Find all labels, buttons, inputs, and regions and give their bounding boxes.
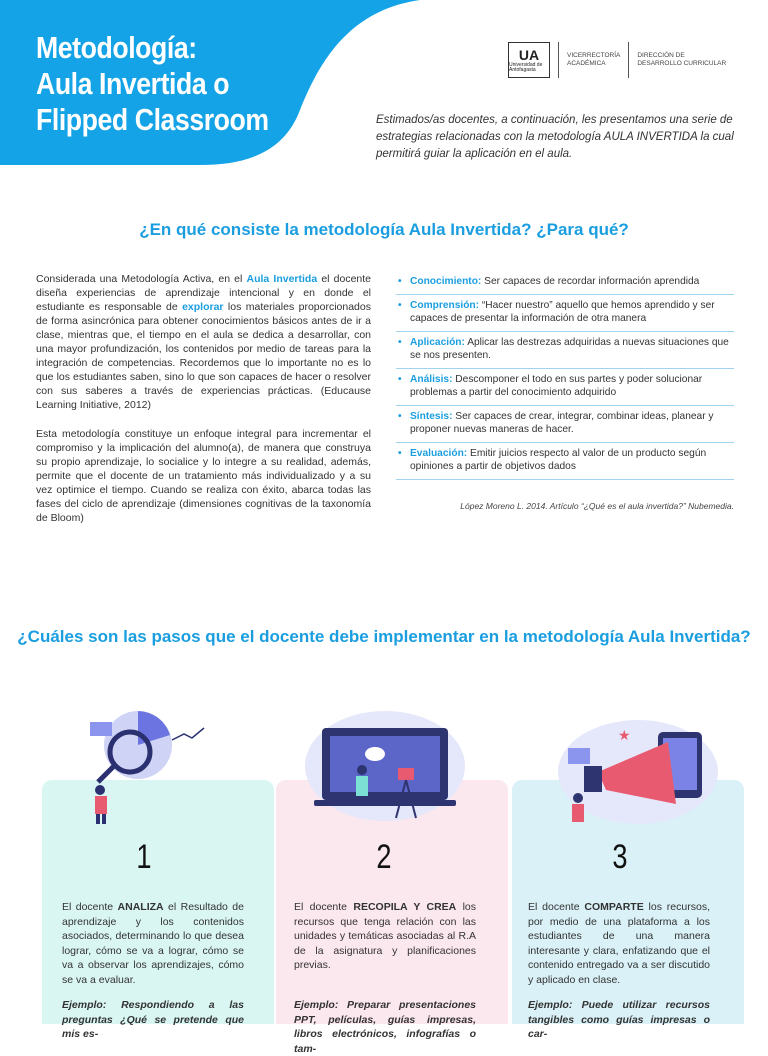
bloom-levels-list [396,271,734,480]
level-text: Ser capaces de recordar información aprendida [481,276,700,287]
step-3-description [528,900,710,987]
highlight-aula-invertida: Aula Invertida [246,273,318,285]
list-item [396,406,734,443]
ua-logo [508,42,550,78]
direccion-line-1: DIRECCIÓN DE [637,52,685,59]
ua-logo-mark: UA [518,47,540,63]
step-1-example: Ejemplo: Respondiendo a las preguntas ¿Qué se pretende que mis es- [62,999,244,1040]
level-text: Descomponer el todo en sus partes y poder solucionar problemas a partir del conocimiento adquirido [410,373,703,398]
level-term: Conocimiento: [410,276,482,287]
step-number-2: 2 [376,838,392,876]
level-text: Emitir juicios respecto al valor de un producto según opiniones a partir de objetivos dados [410,447,707,472]
list-item [396,295,734,332]
step-3-example: Ejemplo: Puede utilizar recursos tangibles como guías impresas o car- [528,999,710,1040]
level-term: Evaluación: [410,447,468,459]
citation: López Moreno L. 2014. Artículo “¿Qué es el aula invertida?” Nubemedia. [460,501,734,511]
title-line-1: Metodología: [36,30,197,65]
paragraph-text: el docente diseña experiencias de aprendizaje intencional y en donde el estudiante es responsable de [36,273,371,313]
level-term: Aplicación: [410,336,465,348]
video-creation-illustration [300,706,470,824]
level-term: Análisis: [410,373,453,385]
intro-text: Estimados/as docentes, a continuación, les presentamos una serie de estrategias relacionadas con la metodología AULA INVERTIDA la cual permitirá guiar la aplicación en el aula. [376,114,734,160]
step-2-description [294,900,476,973]
step-verb: COMPARTE [584,901,644,913]
page-title [36,30,269,138]
share-megaphone-illustration [548,712,728,830]
vicerrectoria-line-1: VICERRECTORÍA [567,52,621,59]
paragraph-definition [36,272,371,412]
step-text: el Resultado de aprendizaje y los contenidos asociados, determinando lo que desea lograr, cómo se va a lograr, cómo se va a observar los aprendizajes, cómo se va a evaluar. [62,901,244,986]
step-verb: RECOPILA Y CREA [353,901,457,913]
level-text: Ser capaces de crear, integrar, combinar ideas, planear y proponer nuevas maneras de hacer. [410,410,714,435]
paragraph-text: los materiales proporcionados de forma asincrónica para obtener conocimientos básicos antes de ir a clase, mientras que, el tiempo en el aula se dedica a desarrollar, con una mayor profundización, los contenidos por medio de tareas para la integración de competencias. Recordemos que lo importante no es lo que los estudiantes saben, sino lo que son capaces de hacer o resolver con sus saberes a través de experiencias prácticas. (Educause Learning Initiative, 2012) [36,301,371,411]
step-number-1: 1 [136,838,152,876]
step-verb: ANALIZA [117,901,164,913]
list-item [396,332,734,369]
step-1-description [62,900,244,987]
step-2-example: Ejemplo: Preparar presentaciones PPT, películas, guías impresas, libros electrónicos, infografías o tam- [294,999,476,1055]
step-number-3: 3 [612,838,628,876]
direccion-line-2: DESARROLLO CURRICULAR [637,60,727,67]
level-term: Comprensión: [410,299,480,311]
step-text: El docente [62,901,118,913]
logo-divider [628,42,629,78]
section-title-steps: ¿Cuáles son las pasos que el docente debe implementar en la metodología Aula Invertida? [17,627,751,646]
list-item [396,271,734,295]
step-text: los recursos que tenga relación con las unidades y temáticas asociadas al R.A de la asignatura y planificaciones previas. [294,901,476,971]
ua-logo-subtitle: Universidad de Antofagasta [509,62,543,73]
level-term: Síntesis: [410,410,453,422]
list-item [396,369,734,406]
title-line-3: Flipped Classroom [36,102,269,137]
analysis-illustration [80,700,210,825]
vicerrectoria-label [567,52,620,68]
highlight-explorar: explorar [182,301,224,313]
svg-text:★: ★ [618,728,631,744]
list-item [396,443,734,480]
level-text: Aplicar las destrezas adquiridas a nuevas situaciones que se nos presenten. [410,336,729,361]
logo-divider [558,42,559,78]
paragraph-approach: Esta metodología constituye un enfoque integral para incrementar el compromiso y la implicación del alumno(a), de manera que construya su propio aprendizaje, lo socialice y lo integre a su realidad, además, permite que el docente de un tratamiento más individualizado y a su vez optimice el tiempo. Cuando se realiza con éxito, abarca todas las fases del ciclo de aprendizaje (dimensiones cognitivas de la taxonomía de Bloom) [36,428,371,524]
vicerrectoria-line-2: ACADÉMICA [567,60,606,67]
step-text: los recursos, por medio de una plataforma a los estudiantes de una manera interesante y clara, enfatizando que el contenido entregado va a ser discutido y aplicado en clase. [528,901,710,986]
level-text: “Hacer nuestro” aquello que hemos aprendido y ser capaces de presentar la información de otra manera [410,299,715,324]
section-title-what: ¿En qué consiste la metodología Aula Invertida? ¿Para qué? [139,220,629,239]
step-text: El docente [294,901,354,913]
direccion-label [637,52,726,68]
paragraph-text: Considerada una Metodología Activa, en el [36,273,247,285]
title-line-2: Aula Invertida o [36,66,230,101]
step-text: El docente [528,901,585,913]
institution-logos [508,42,726,78]
